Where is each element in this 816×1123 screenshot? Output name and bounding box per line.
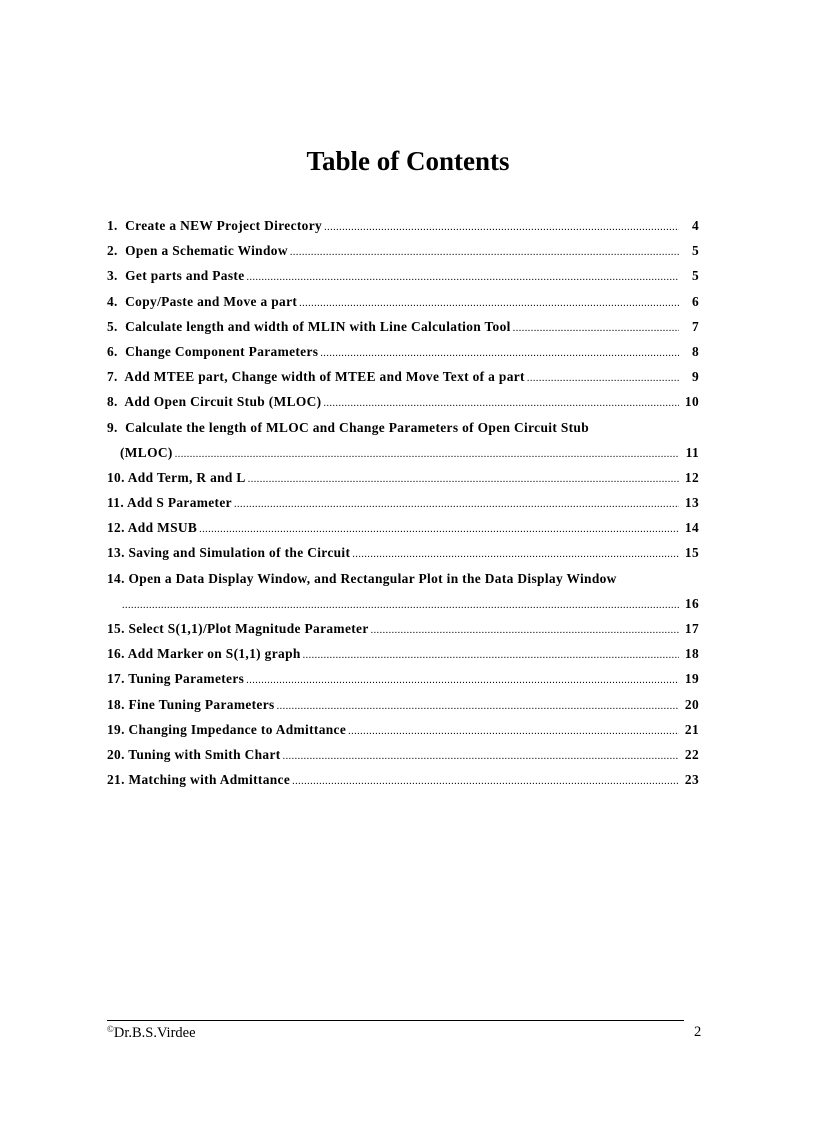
toc-entry-10[interactable] [107,465,699,490]
toc-entry-label: 20. Tuning with Smith Chart [107,746,281,762]
toc-entry-19[interactable] [107,717,699,742]
toc-leader [303,643,679,668]
toc-entry-label: 11. Add S Parameter [107,495,232,511]
toc-entry-6[interactable] [107,339,699,364]
toc-entry-11[interactable] [107,490,699,515]
toc-leader [348,719,679,744]
toc-leader [320,341,679,366]
toc-entry-12[interactable] [107,515,699,540]
toc-entry-7[interactable] [107,364,699,389]
toc-entry-label: 2. Open a Schematic Window [107,243,288,259]
toc-entry-label-continued: (MLOC) [120,444,173,460]
toc-entry-label: 10. Add Term, R and L [107,469,246,485]
toc-entry-label: 18. Fine Tuning Parameters [107,696,275,712]
toc-entry-label: 8. Add Open Circuit Stub (MLOC) [107,394,322,410]
toc-entry-label: 16. Add Marker on S(1,1) graph [107,646,301,662]
toc-entry-label: 15. Select S(1,1)/Plot Magnitude Parameter [107,621,369,636]
toc-leader [323,391,679,416]
toc-entry-1[interactable] [107,213,699,238]
toc-entry-label: 1. Create a NEW Project Directory [107,218,323,233]
toc-entry-5[interactable] [107,314,699,339]
toc-entry-label: 19. Changing Impedance to Admittance [107,721,347,737]
toc-entry-18[interactable] [107,692,699,717]
toc-leader [292,769,679,794]
toc-page-number: 10 [684,394,699,410]
toc-page-number: 19 [684,671,699,687]
toc-entry-15[interactable] [107,616,699,641]
footer-author [107,1024,196,1042]
toc-page-number: 18 [684,646,699,662]
toc-leader [513,316,679,341]
copyright-symbol: © [107,1024,114,1034]
table-of-contents [107,213,699,792]
toc-page-number: 13 [684,495,699,511]
toc-leader [352,542,679,567]
toc-page-number: 20 [684,696,699,712]
toc-page-number: 6 [691,293,699,309]
toc-page-number: 5 [691,268,699,284]
toc-page-number: 9 [691,369,699,385]
toc-leader [234,492,679,517]
toc-page-number: 23 [684,772,699,788]
toc-leader [277,694,679,719]
page-number: 2 [694,1024,702,1040]
toc-leader [299,291,679,316]
footer-divider [107,1020,684,1021]
toc-entry-label: 7. Add MTEE part, Change width of MTEE and Move Text of a part [107,369,525,385]
toc-entry-3[interactable] [107,263,699,288]
author-name: Dr.B.S.Virdee [113,1025,196,1041]
toc-entry-label: 12. Add MSUB [107,520,198,536]
toc-entry-label: 21. Matching with Admittance [107,772,291,788]
toc-page-number: 5 [691,243,699,259]
toc-page-number: 15 [684,545,699,561]
toc-entry-8[interactable] [107,389,699,414]
toc-entry-label: 6. Change Component Parameters [107,343,319,359]
toc-page-number: 22 [684,746,699,762]
toc-entry-label: 3. Get parts and Paste [107,268,245,284]
toc-page-number: 7 [691,318,699,334]
toc-page-number: 8 [691,343,699,359]
toc-leader [324,215,679,240]
toc-entry-label: 9. Calculate the length of MLOC and Change Parameters of Open Circuit Stub [107,419,590,435]
toc-leader [248,467,679,492]
toc-entry-4[interactable] [107,289,699,314]
toc-entry-label: 4. Copy/Paste and Move a part [107,293,298,309]
toc-entry-label: 17. Tuning Parameters [107,671,245,687]
toc-leader [199,517,679,542]
toc-leader [283,744,679,769]
toc-entry-9[interactable] [107,415,699,465]
toc-leader [122,593,679,618]
toc-page-number: 11 [685,444,699,460]
toc-entry-20[interactable] [107,742,699,767]
toc-page-number: 17 [684,621,699,636]
toc-entry-2[interactable] [107,238,699,263]
page-title: Table of Contents [306,146,510,176]
toc-leader [246,668,679,693]
toc-entry-17[interactable] [107,666,699,691]
toc-entry-label: 13. Saving and Simulation of the Circuit [107,545,351,561]
toc-entry-13[interactable] [107,540,699,565]
toc-page-number: 4 [691,218,699,233]
toc-page-number: 14 [684,520,699,536]
toc-entry-label: 5. Calculate length and width of MLIN with Line Calculation Tool [107,318,511,334]
toc-page-number: 12 [684,469,699,485]
toc-page-number: 16 [684,595,699,611]
toc-page-number: 21 [684,721,699,737]
toc-entry-14[interactable] [107,566,699,616]
toc-entry-16[interactable] [107,641,699,666]
toc-entry-label: 14. Open a Data Display Window, and Rectangular Plot in the Data Display Window [107,570,617,586]
toc-leader [371,618,679,643]
toc-entry-21[interactable] [107,767,699,792]
toc-leader [175,442,679,467]
toc-leader [290,240,679,265]
toc-leader [247,265,679,290]
toc-leader [527,366,679,391]
